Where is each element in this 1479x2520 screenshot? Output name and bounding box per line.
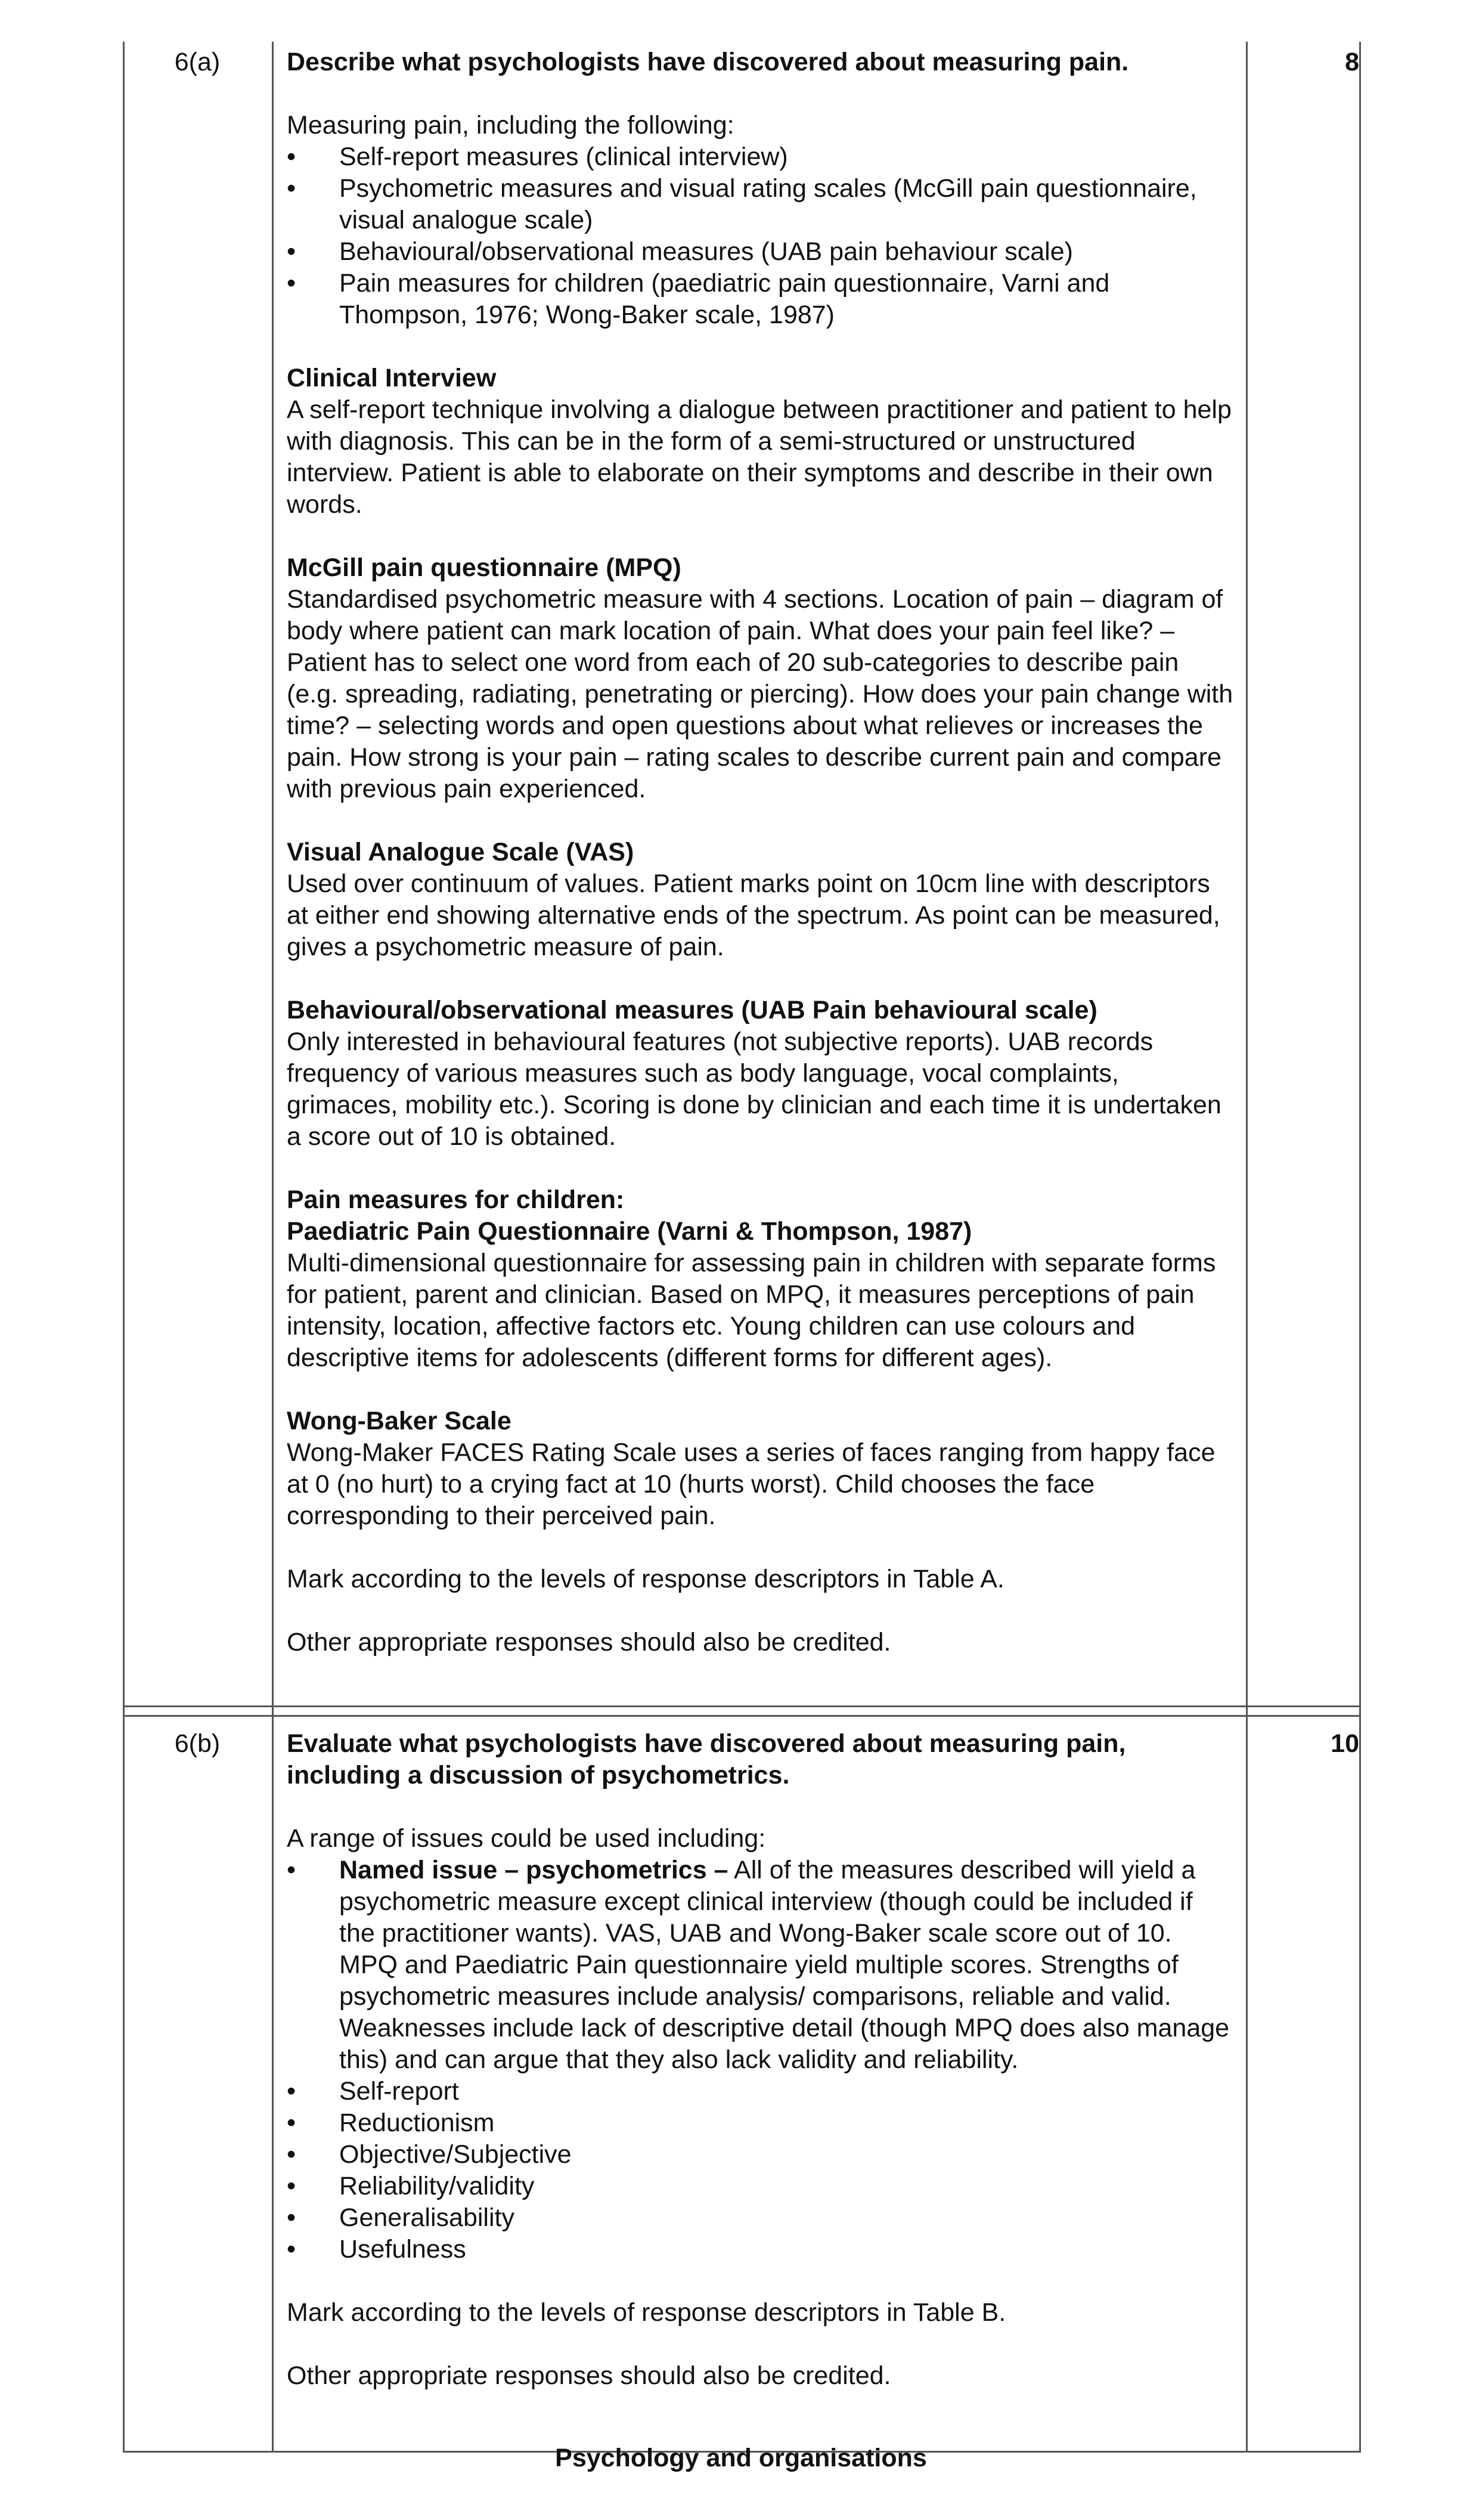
list-item: • Generalisability [287,2202,1235,2234]
list-item: • Usefulness [287,2234,1235,2265]
column-divider-1 [272,42,274,2452]
bullet-list-6b [287,1855,1235,2265]
named-issue-label: Named issue – psychometrics – [339,1856,728,1884]
bullet-icon: • [287,2203,296,2232]
mark-note-6b: Mark according to the levels of response descriptors in Table B. [287,2298,1006,2327]
bullet-icon: • [287,2172,296,2200]
list-item: • Reductionism [287,2107,1235,2139]
bullet-icon: • [287,1856,296,1884]
clinical-heading: Clinical Interview [287,364,497,392]
intro-6b: A range of issues could be used including: [287,1824,766,1853]
row-divider-bottom [123,1715,1361,1717]
uab-text: Only interested in behavioural features (not subjective reports). UAB records frequency of various measures such as body language, vocal complaints, grimaces, mobility etc.). Scoring is done by clinician and each time it is undertaken a score out of 10 is obtained. [287,1027,1221,1151]
question-text-6a: Describe what psychologists have discovered about measuring pain. [287,48,1129,76]
bullet-icon: • [287,269,296,298]
list-item [287,1855,1235,2076]
answer-6a [287,47,1235,1658]
intro-6a: Measuring pain, including the following: [287,111,734,140]
bullet-icon: • [287,2077,296,2106]
ppq-text: Multi-dimensional questionnaire for assessing pain in children with separate forms for patient, parent and clinician. Based on MPQ, it measures perceptions of pain intensity, location, affective factors etc. Young children can use colours and descriptive items for adolescents (different forms for different ages). [287,1249,1216,1372]
list-item: • Self-report [287,2076,1235,2107]
bullet-icon: • [287,2235,296,2264]
bullet-icon: • [287,2140,296,2169]
mpq-text: Standardised psychometric measure with 4 sections. Location of pain – diagram of body where patient can mark location of pain. What does your pain feel like? – Patient has to select one word from each of 20 sub-categories to describe pain (e.g. spreading, radiating, penetrating or piercing). How does your pain change with time? – selecting words and open questions about what relieves or increases the pain. How strong is your pain – rating scales to describe current pain and compare with previous pain experienced. [287,585,1233,803]
wong-text: Wong-Maker FACES Rating Scale uses a series of faces ranging from happy face at 0 (no hurt) to a crying fact at 10 (hurts worst). Child chooses the face corresponding to their perceived pain. [287,1438,1216,1530]
table-right-border [1359,42,1361,2452]
mpq-heading: McGill pain questionnaire (MPQ) [287,553,681,582]
answer-6b [287,1728,1235,2392]
bullet-list-6a [287,141,1235,331]
bullet-icon: • [287,2109,296,2137]
question-text-6b: Evaluate what psychologists have discovered about measuring pain, including a discussion of psychometrics. [287,1729,1126,1790]
question-number-6b: 6(b) [174,1729,221,1758]
vas-text: Used over continuum of values. Patient marks point on 10cm line with descriptors at either end showing alternative ends of the spectrum. As point can be measured, gives a psychometric measure of pain. [287,869,1220,961]
list-item: • Pain measures for children (paediatric pain questionnaire, Varni and Thompson, 1976; Wong-Baker scale, 1987) [287,269,1110,329]
uab-heading: Behavioural/observational measures (UAB Pain behavioural scale) [287,996,1097,1024]
list-item: • Behavioural/observational measures (UAB pain behaviour scale) [287,236,1235,268]
bullet-icon: • [287,237,296,266]
question-number-6a: 6(a) [174,48,221,76]
list-item: • Psychometric measures and visual rating scales (McGill pain questionnaire, visual analogue scale) [287,174,1197,234]
list-item: • Objective/Subjective [287,2139,1235,2171]
ppq-heading: Paediatric Pain Questionnaire (Varni & Thompson, 1987) [287,1217,972,1246]
column-divider-2 [1246,42,1248,2452]
clinical-text: A self-report technique involving a dialogue between practitioner and patient to help with diagnosis. This can be in the form of a semi-structured or unstructured interview. Patient is able to elaborate on their symptoms and describe in their own words. [287,395,1232,519]
section-title: Psychology and organisations [555,2444,927,2472]
other-note-6b: Other appropriate responses should also be credited. [287,2361,891,2390]
named-issue-text: All of the measures described will yield a psychometric measure except clinical interview (though could be included if the practitioner wants). VAS, UAB and Wong-Baker scale score out of 10. MPQ and Paediatric Pain questionnaire yield multiple scores. Strengths of psychometric measures include analysis/ comparisons, reliable and valid. Weaknesses include lack of descriptive detail (though MPQ does also manage this) and can argue that they also lack validity and reliability. [339,1856,1230,2074]
bullet-icon: • [287,174,296,203]
vas-heading: Visual Analogue Scale (VAS) [287,838,634,866]
other-note-6a: Other appropriate responses should also be credited. [287,1628,891,1657]
list-item: • Self-report measures (clinical interview) [287,141,1235,173]
table-left-border [123,42,125,2452]
marks-6a: 8 [1345,48,1359,76]
children-heading: Pain measures for children: [287,1185,625,1214]
row-divider-top [123,1705,1361,1707]
wong-heading: Wong-Baker Scale [287,1407,511,1435]
mark-note-6a: Mark according to the levels of response descriptors in Table A. [287,1565,1004,1593]
marks-6b: 10 [1331,1729,1359,1758]
list-item: • Reliability/validity [287,2171,1235,2202]
bullet-icon: • [287,143,296,171]
